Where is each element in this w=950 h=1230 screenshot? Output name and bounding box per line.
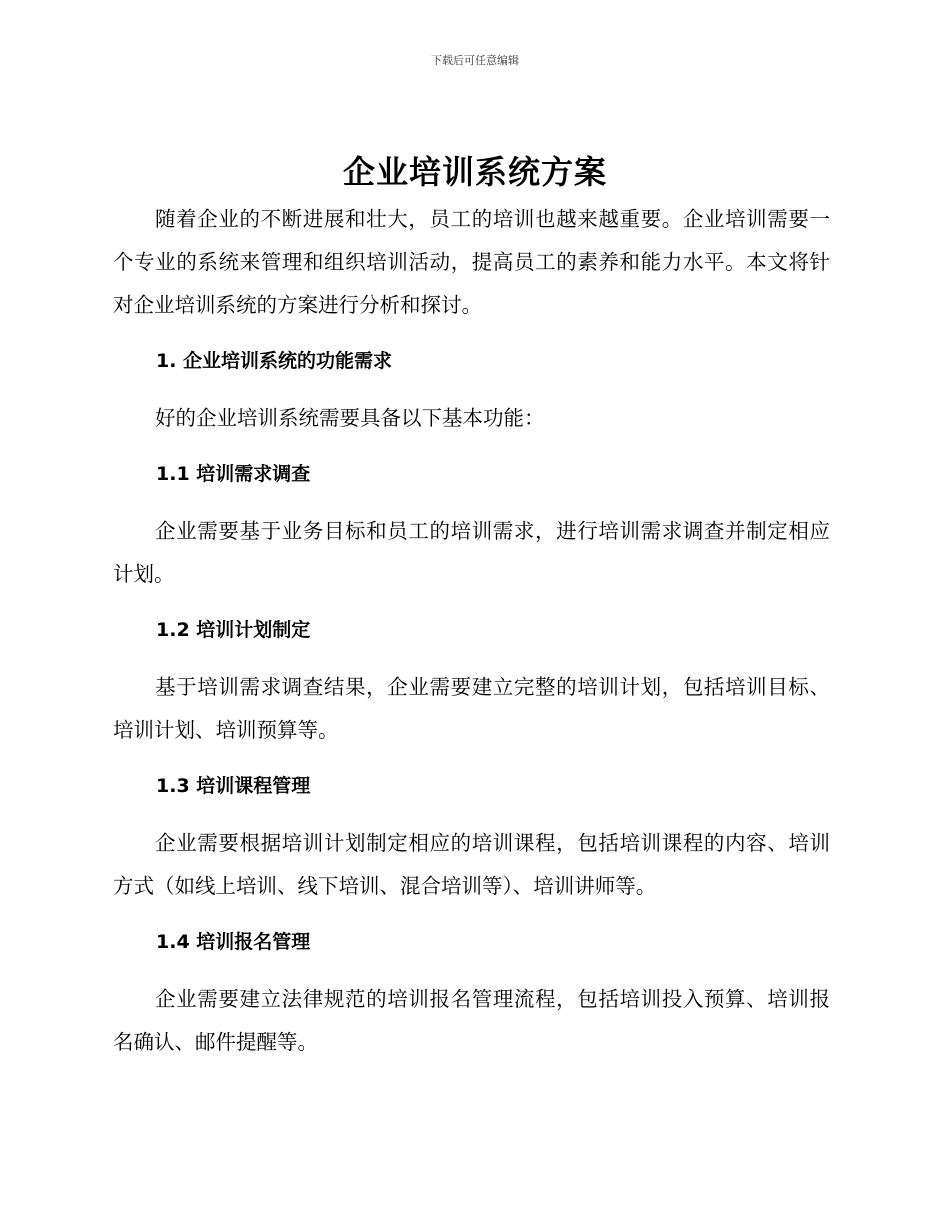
section-1-2-paragraph: 基于培训需求调查结果，企业需要建立完整的培训计划，包括培训目标、培训计划、培训预算等。 [113, 675, 830, 742]
section-1-4-heading: 1.4 培训报名管理 [156, 931, 311, 953]
intro-paragraph: 随着企业的不断进展和壮大，员工的培训也越来越重要。企业培训需要一个专业的系统来管理和组织培训活动，提高员工的素养和能力水平。本文将针对企业培训系统的方案进行分析和探讨。 [113, 207, 830, 317]
document-body [113, 198, 830, 1064]
header-note: 下载后可任意编辑 [431, 54, 519, 67]
document-title: 企业培训系统方案 [342, 153, 607, 191]
section-1-2-heading: 1.2 培训计划制定 [156, 619, 311, 641]
section-1-3-paragraph: 企业需要根据培训计划制定相应的培训课程，包括培训课程的内容、培训方式（如线上培训、线下培训、混合培训等）、培训讲师等。 [113, 831, 830, 898]
section-1-heading: 1. 企业培训系统的功能需求 [156, 350, 393, 372]
section-1-3-heading: 1.3 培训课程管理 [156, 775, 311, 797]
section-1-1-paragraph: 企业需要基于业务目标和员工的培训需求，进行培训需求调查并制定相应计划。 [113, 519, 830, 586]
section-1-paragraph: 好的企业培训系统需要具备以下基本功能： [155, 406, 545, 430]
section-1-1-heading: 1.1 培训需求调查 [156, 463, 311, 485]
section-1-4-paragraph: 企业需要建立法律规范的培训报名管理流程，包括培训投入预算、培训报名确认、邮件提醒等。 [113, 987, 830, 1054]
